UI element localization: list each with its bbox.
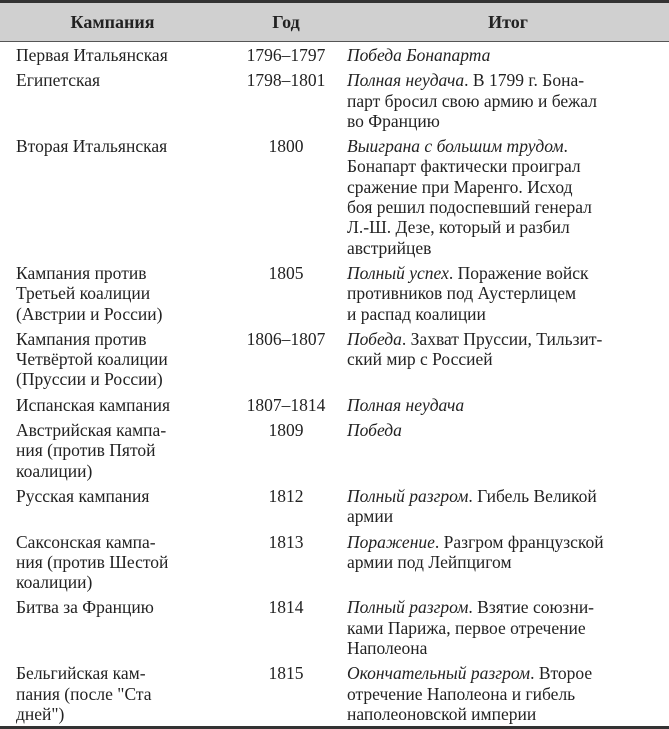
campaign-line: Саксонская кампа- xyxy=(16,531,156,552)
result-cell xyxy=(347,42,669,68)
result-cell xyxy=(347,594,669,660)
result-text: . Поражение войск xyxy=(448,262,589,283)
result-cell xyxy=(347,133,669,260)
table-row xyxy=(0,42,669,68)
campaign-cell xyxy=(0,260,225,326)
table-row xyxy=(0,483,669,529)
result-text: боя решил подоспевший генерал xyxy=(347,197,592,218)
result-line xyxy=(347,283,669,303)
campaign-line: Битва за Францию xyxy=(16,597,154,618)
campaign-cell xyxy=(0,67,225,133)
year-cell: 1815 xyxy=(268,663,304,684)
year-cell: 1807–1814 xyxy=(246,394,326,415)
result-line xyxy=(347,136,669,156)
result-verdict: Победа xyxy=(347,328,402,349)
result-line xyxy=(347,263,669,283)
result-verdict: Выиграна с большим трудом xyxy=(347,136,564,157)
campaign-line: Вторая Итальянская xyxy=(16,136,168,157)
campaign-cell xyxy=(0,392,225,417)
result-line xyxy=(347,238,669,258)
result-cell xyxy=(347,483,669,529)
result-line xyxy=(347,618,669,638)
campaign-line: коалиции) xyxy=(16,460,93,481)
campaign-line: Австрийская кампа- xyxy=(16,420,167,441)
result-text: ский мир с Россией xyxy=(347,349,493,370)
result-text: наполеоновской империи xyxy=(347,703,537,724)
year-cell: 1796–1797 xyxy=(246,45,326,65)
result-text: . Взятие союзни- xyxy=(468,597,595,618)
result-verdict: Полный успех xyxy=(347,262,449,283)
result-line xyxy=(347,420,669,440)
campaign-line: пания (после "Ста xyxy=(16,683,152,704)
result-cell xyxy=(347,660,669,727)
table-row xyxy=(0,529,669,595)
result-verdict: Полный разгром xyxy=(347,597,469,618)
result-verdict: Победа xyxy=(347,420,402,441)
result-verdict: Окончательный разгром xyxy=(347,663,531,684)
result-verdict: Поражение xyxy=(347,531,435,552)
campaign-line: ния (против Шестой xyxy=(16,551,169,572)
result-text: армии xyxy=(347,506,394,527)
result-line xyxy=(347,704,669,724)
result-line xyxy=(347,486,669,506)
result-cell xyxy=(347,417,669,483)
result-line xyxy=(347,197,669,217)
result-line xyxy=(347,70,669,90)
campaign-line: ния (против Пятой xyxy=(16,440,156,461)
result-text: . Второе xyxy=(530,663,593,684)
result-text: армии под Лейпцигом xyxy=(347,551,512,572)
result-cell xyxy=(347,260,669,326)
campaign-cell xyxy=(0,594,225,660)
result-text: отречение Наполеона и гибель xyxy=(347,683,576,704)
result-line xyxy=(347,349,669,369)
campaign-line: Первая Итальянская xyxy=(16,45,168,65)
result-cell xyxy=(347,67,669,133)
table-row xyxy=(0,660,669,727)
campaign-cell xyxy=(0,660,225,727)
year-cell: 1814 xyxy=(268,597,304,618)
campaign-line: (Пруссии и России) xyxy=(16,369,163,390)
result-line xyxy=(347,506,669,526)
campaign-cell xyxy=(0,133,225,260)
campaign-cell xyxy=(0,326,225,392)
table-header xyxy=(0,2,669,42)
campaign-cell xyxy=(0,42,225,68)
result-line xyxy=(347,597,669,617)
result-verdict: Победа Бонапарта xyxy=(347,45,491,65)
result-cell xyxy=(347,326,669,392)
campaign-line: коалиции) xyxy=(16,572,93,593)
result-line xyxy=(347,663,669,683)
result-verdict: Полная неудача xyxy=(347,394,465,415)
result-line xyxy=(347,329,669,349)
year-cell: 1798–1801 xyxy=(246,70,326,91)
table-row xyxy=(0,260,669,326)
result-line xyxy=(347,395,669,415)
campaign-line: Третьей коалиции xyxy=(16,283,151,304)
campaign-cell xyxy=(0,417,225,483)
result-line xyxy=(347,304,669,324)
result-text: Бонапарт фактически проиграл xyxy=(347,156,581,177)
header-result: Итог xyxy=(347,2,669,42)
result-line xyxy=(347,91,669,111)
result-text: Наполеона xyxy=(347,638,428,659)
result-line xyxy=(347,156,669,176)
year-cell: 1812 xyxy=(268,485,304,506)
result-text: . xyxy=(563,136,568,157)
result-text: . Гибель Великой xyxy=(468,485,597,506)
result-text: противников под Аустерлицем xyxy=(347,283,577,304)
result-line xyxy=(347,684,669,704)
result-text: . В 1799 г. Бона- xyxy=(464,70,585,91)
header-campaign: Кампания xyxy=(0,2,225,42)
table-row xyxy=(0,326,669,392)
table-row xyxy=(0,392,669,417)
result-line xyxy=(347,638,669,658)
campaign-line: (Австрии и России) xyxy=(16,303,163,324)
table-row xyxy=(0,133,669,260)
result-text: Л.-Ш. Дезе, который и разбил xyxy=(347,217,570,238)
result-verdict: Полная неудача xyxy=(347,70,465,91)
result-line xyxy=(347,177,669,197)
campaign-cell xyxy=(0,483,225,529)
campaign-line: Испанская кампания xyxy=(16,394,171,415)
table-row xyxy=(0,67,669,133)
result-text: . Захват Пруссии, Тильзит- xyxy=(401,328,603,349)
year-cell: 1809 xyxy=(268,420,304,441)
result-text: . Разгром французской xyxy=(434,531,604,552)
campaign-line: Египетская xyxy=(16,70,101,91)
year-cell: 1805 xyxy=(268,262,304,283)
campaign-line: Четвёртой коалиции xyxy=(16,349,168,370)
result-line xyxy=(347,217,669,237)
result-text: и распад коалиции xyxy=(347,303,486,324)
result-line xyxy=(347,45,669,65)
result-verdict: Полный разгром xyxy=(347,485,469,506)
year-cell: 1806–1807 xyxy=(246,328,326,349)
table-row xyxy=(0,594,669,660)
campaign-line: Кампания против xyxy=(16,262,147,283)
result-text: сражение при Маренго. Исход xyxy=(347,176,573,197)
campaign-line: Русская кампания xyxy=(16,485,150,506)
result-cell xyxy=(347,392,669,417)
year-cell: 1800 xyxy=(268,136,304,157)
table-body xyxy=(0,42,669,728)
result-cell xyxy=(347,529,669,595)
year-cell: 1813 xyxy=(268,531,304,552)
result-text: австрийцев xyxy=(347,237,432,258)
result-line xyxy=(347,111,669,131)
campaign-cell xyxy=(0,529,225,595)
result-text: парт бросил свою армию и бежал xyxy=(347,90,597,111)
result-line xyxy=(347,532,669,552)
campaign-line: дней") xyxy=(16,703,65,724)
result-text: во Францию xyxy=(347,110,440,131)
campaign-line: Бельгийская кам- xyxy=(16,663,146,684)
campaign-line: Кампания против xyxy=(16,328,147,349)
header-year: Год xyxy=(225,2,347,42)
result-line xyxy=(347,552,669,572)
result-text: ками Парижа, первое отречение xyxy=(347,617,586,638)
table-row xyxy=(0,417,669,483)
